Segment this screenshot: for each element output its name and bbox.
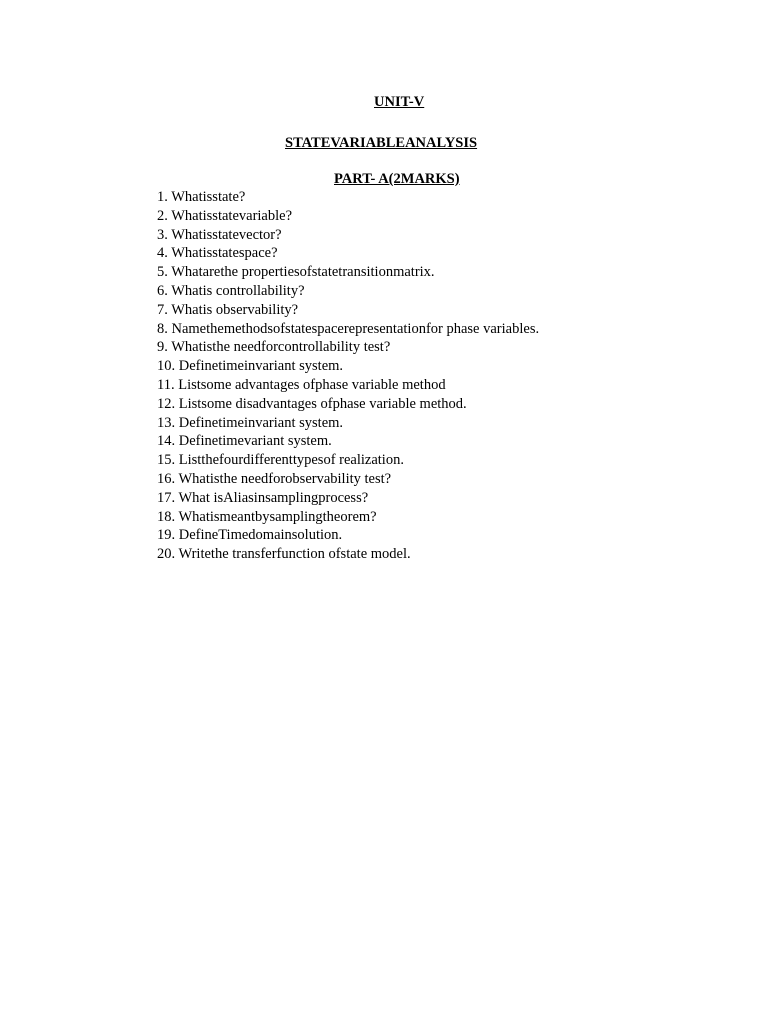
question-item: 4. Whatisstatespace? xyxy=(157,245,278,262)
question-item: 15. Listthefourdifferenttypesof realization. xyxy=(157,452,404,469)
question-item: 12. Listsome disadvantages ofphase variable method. xyxy=(157,395,467,412)
question-item: 11. Listsome advantages ofphase variable method xyxy=(157,376,446,393)
unit-heading: UNIT-V xyxy=(374,94,425,110)
section-title: STATEVARIABLEANALYSIS xyxy=(285,135,478,151)
question-item: 18. Whatismeantbysamplingtheorem? xyxy=(157,508,377,525)
question-item: 9. Whatisthe needforcontrollability test? xyxy=(157,339,391,356)
question-item: 19. DefineTimedomainsolution. xyxy=(157,527,343,544)
question-item: 1. Whatisstate? xyxy=(157,189,246,205)
question-item: 16. Whatisthe needforobservability test? xyxy=(157,470,392,487)
question-item: 17. What isAliasinsamplingprocess? xyxy=(157,489,369,506)
question-item: 5. Whatarethe propertiesofstatetransitionmatrix. xyxy=(157,264,435,281)
question-item: 20. Writethe transferfunction ofstate model. xyxy=(157,546,411,563)
question-item: 14. Definetimevariant system. xyxy=(157,433,332,450)
question-item: 8. Namethemethodsofstatespacerepresentationfor phase variables. xyxy=(157,320,540,337)
question-item: 13. Definetimeinvariant system. xyxy=(157,414,344,431)
question-list xyxy=(157,188,539,564)
question-item: 10. Definetimeinvariant system. xyxy=(157,358,344,375)
question-item: 2. Whatisstatevariable? xyxy=(157,207,293,224)
part-heading: PART- A(2MARKS) xyxy=(334,171,460,187)
question-item: 3. Whatisstatevector? xyxy=(157,226,282,243)
question-item: 7. Whatis observability? xyxy=(157,301,299,318)
question-item: 6. Whatis controllability? xyxy=(157,282,305,299)
